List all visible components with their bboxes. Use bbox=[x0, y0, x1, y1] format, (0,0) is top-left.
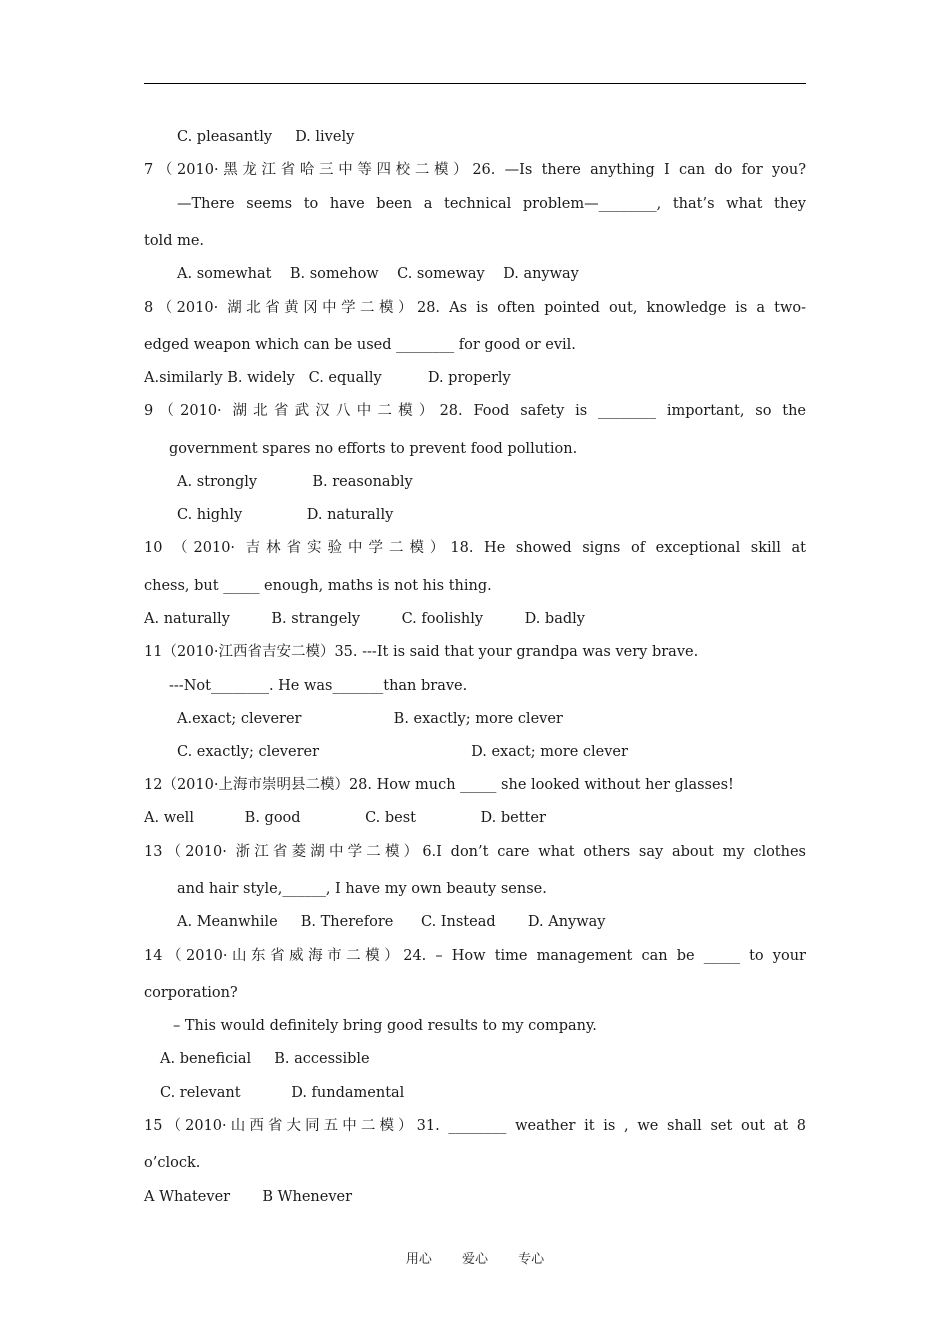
question-9-stem: 9（2010· 湖北省武汉八中二模）28. Food safety is ________ important, so the bbox=[144, 403, 806, 419]
text-line: C. relevant D. fundamental bbox=[160, 1085, 405, 1101]
header-rule bbox=[144, 83, 806, 84]
question-7-stem: 7（2010·黑龙江省哈三中等四校二模）26. —Is there anything I can do for you? bbox=[144, 162, 806, 178]
text-line: A. Meanwhile B. Therefore C. Instead D. Anyway bbox=[177, 914, 606, 930]
text-line: A. naturally B. strangely C. foolishly D. badly bbox=[144, 611, 585, 627]
question-13-stem: 13（2010· 浙江省菱湖中学二模）6.I don’t care what others say about my clothes bbox=[144, 844, 806, 860]
text-line: C. highly D. naturally bbox=[177, 507, 394, 523]
text-line: A.similarly B. widely C. equally D. properly bbox=[144, 370, 511, 386]
question-15-stem: 15（2010·山西省大同五中二模）31. ________ weather it is , we shall set out at 8 bbox=[144, 1118, 806, 1134]
question-10-stem: 10 （2010· 吉林省实验中学二模）18. He showed signs of exceptional skill at bbox=[144, 540, 806, 556]
text-line: C. exactly; cleverer D. exact; more clever bbox=[177, 744, 628, 760]
text-line: A. somewhat B. somehow C. someway D. anyway bbox=[177, 266, 579, 282]
page-footer: 用心 爱心 专心 bbox=[405, 1252, 545, 1267]
text-line: A Whatever B Whenever bbox=[144, 1189, 353, 1205]
text-line: —There seems to have been a technical problem—________, that’s what they bbox=[177, 196, 806, 212]
text-line: C. pleasantly D. lively bbox=[177, 129, 355, 145]
text-line: A. well B. good C. best D. better bbox=[144, 810, 546, 826]
text-line: A. beneficial B. accessible bbox=[160, 1051, 370, 1067]
question-14-stem: 14（2010·山东省威海市二模）24. – How time management can be _____ to your bbox=[144, 948, 806, 964]
text-line: ---Not________. He was_______than brave. bbox=[169, 678, 468, 694]
text-line: corporation? bbox=[144, 985, 238, 1001]
question-8-stem: 8（2010· 湖北省黄冈中学二模）28. As is often pointed out, knowledge is a two- bbox=[144, 300, 806, 316]
text-line: government spares no efforts to prevent food pollution. bbox=[169, 441, 578, 457]
question-12-stem: 12（2010·上海市崇明县二模）28. How much _____ she looked without her glasses! bbox=[144, 777, 734, 793]
text-line: o’clock. bbox=[144, 1155, 201, 1171]
text-line: chess, but _____ enough, maths is not his thing. bbox=[144, 578, 492, 594]
text-line: – This would definitely bring good results to my company. bbox=[173, 1018, 597, 1034]
text-line: A.exact; cleverer B. exactly; more clever bbox=[177, 711, 563, 727]
text-line: edged weapon which can be used ________ for good or evil. bbox=[144, 337, 576, 353]
text-line: and hair style,______, I have my own beauty sense. bbox=[177, 881, 547, 897]
text-line: told me. bbox=[144, 233, 205, 249]
question-11-stem: 11（2010·江西省吉安二模）35. ---It is said that your grandpa was very brave. bbox=[144, 644, 699, 660]
text-line: A. strongly B. reasonably bbox=[177, 474, 413, 490]
